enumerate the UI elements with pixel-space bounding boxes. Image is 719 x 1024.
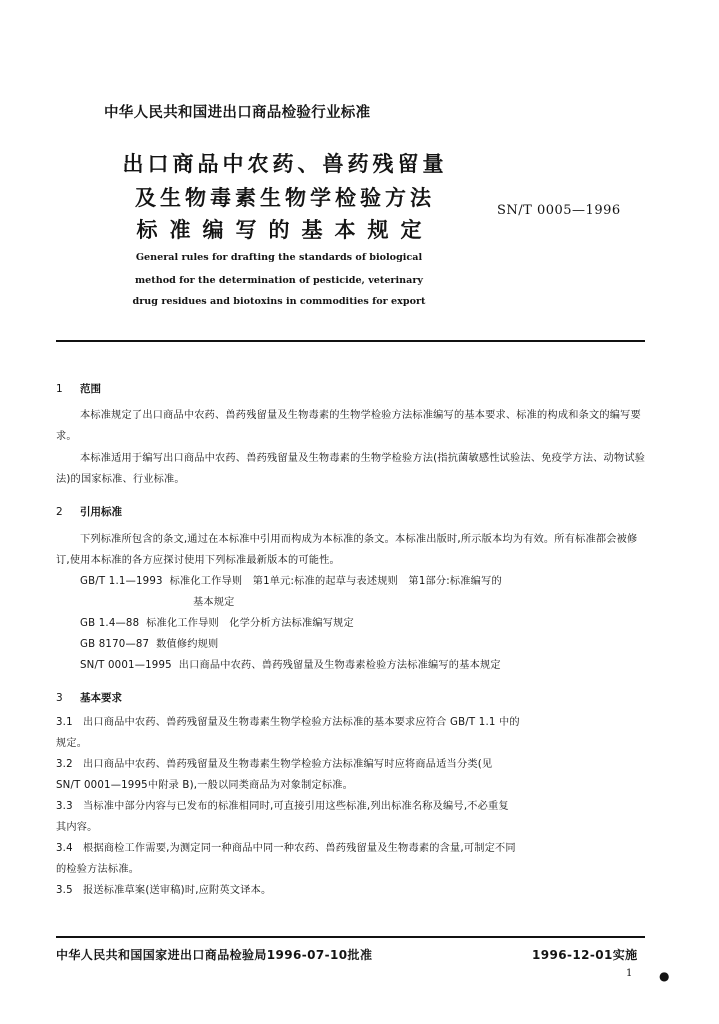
clause-3-1-cont: 规定。 (56, 738, 88, 749)
clause-number: 3.2 (56, 759, 73, 770)
clause-3-2-cont: SN/T 0001—1995中附录 B),一般以同类商品为对象制定标准。 (56, 780, 354, 791)
page-number: 1 (626, 968, 633, 979)
scan-mark: ● (659, 969, 670, 983)
reference-title-continuation: 基本规定 (193, 597, 235, 608)
section-1-paragraph-2: 本标准适用于编写出口商品中农药、兽药残留量及生物毒素的生物学检验方法(指抗菌敏感性试验法、免疫学方法、动物试验法)的国家标准、行业标准。 (56, 453, 646, 485)
english-title-line-1: General rules for drafting the standards of biological (135, 252, 423, 263)
section-2-intro: 下列标准所包含的条文,通过在本标准中引用而构成为本标准的条文。本标准出版时,所示版本均为有效。所有标准都会被修订,使用本标准的各方应探讨使用下列标准最新版本的可能性。 (56, 534, 638, 566)
clause-3-4 (56, 838, 516, 859)
section-3-heading (56, 690, 122, 705)
footer-issuer: 中华人民共和国国家进出口商品检验局1996-07-10批准 (56, 948, 373, 962)
clause-3-4-cont: 的检验方法标准。 (56, 864, 140, 875)
clause-number: 3.3 (56, 801, 73, 812)
reference-title: 出口商品中农药、兽药残留量及生物毒素检验方法标准编写的基本规定 (178, 660, 501, 671)
reference-title: 标准化工作导则 化学分析方法标准编写规定 (146, 618, 354, 629)
title-line-1: 出口商品中农药、兽药残留量 (122, 152, 448, 176)
reference-code: GB/T 1.1—1993 (80, 576, 163, 587)
section-1-title: 范围 (80, 383, 101, 395)
clause-number: 3.1 (56, 717, 73, 728)
reference-item (80, 655, 501, 676)
footer-effective-date: 1996-12-01实施 (532, 948, 638, 962)
clause-number: 3.4 (56, 843, 73, 854)
section-3-number: 3 (56, 692, 63, 704)
clause-3-5 (56, 880, 271, 901)
clause-text: 当标准中部分内容与已发布的标准相同时,可直接引用这些标准,列出标准名称及编号,不必重复 (83, 801, 509, 812)
clause-text: 根据商检工作需要,为测定同一种商品中同一种农药、兽药残留量及生物毒素的含量,可制定不同 (83, 843, 516, 854)
reference-title: 标准化工作导则 第1单元:标准的起草与表述规则 第1部分:标准编写的 (169, 576, 502, 587)
section-1-paragraph-1: 本标准规定了出口商品中农药、兽药残留量及生物毒素的生物学检验方法标准编写的基本要求、标准的构成和条文的编写要求。 (56, 410, 641, 442)
clause-3-1 (56, 712, 520, 733)
section-2-title: 引用标准 (80, 506, 122, 518)
clause-3-3 (56, 796, 509, 817)
reference-title: 数值修约规则 (156, 639, 219, 650)
reference-item (80, 613, 354, 634)
reference-item (80, 571, 502, 592)
section-1-heading (56, 381, 101, 396)
reference-item (80, 634, 218, 655)
clause-3-3-cont: 其内容。 (56, 822, 98, 833)
clause-number: 3.5 (56, 885, 73, 896)
title-line-3: 标准编写的基本规定 (136, 218, 434, 242)
section-1-number: 1 (56, 383, 63, 395)
english-title-line-2: method for the determination of pesticide, veterinary (135, 275, 423, 286)
reference-code: GB 8170—87 (80, 639, 150, 650)
english-title-line-3: drug residues and biotoxins in commodities for export (132, 296, 426, 307)
title-line-2: 及生物毒素生物学检验方法 (135, 186, 435, 210)
section-3-title: 基本要求 (80, 692, 122, 704)
section-2-number: 2 (56, 506, 63, 518)
section-2-heading (56, 504, 122, 519)
reference-code: GB 1.4—88 (80, 618, 140, 629)
clause-3-2 (56, 754, 492, 775)
standard-category: 中华人民共和国进出口商品检验行业标准 (104, 105, 371, 121)
header-divider (56, 340, 645, 342)
clause-text: 出口商品中农药、兽药残留量及生物毒素生物学检验方法标准编写时应将商品适当分类(见 (83, 759, 493, 770)
clause-text: 出口商品中农药、兽药残留量及生物毒素生物学检验方法标准的基本要求应符合 GB/T 1.1 中的 (83, 717, 520, 728)
reference-code: SN/T 0001—1995 (80, 660, 172, 671)
standard-code: SN/T 0005—1996 (497, 203, 621, 218)
footer-divider (56, 936, 645, 938)
clause-text: 报送标准草案(送审稿)时,应附英文译本。 (83, 885, 272, 896)
